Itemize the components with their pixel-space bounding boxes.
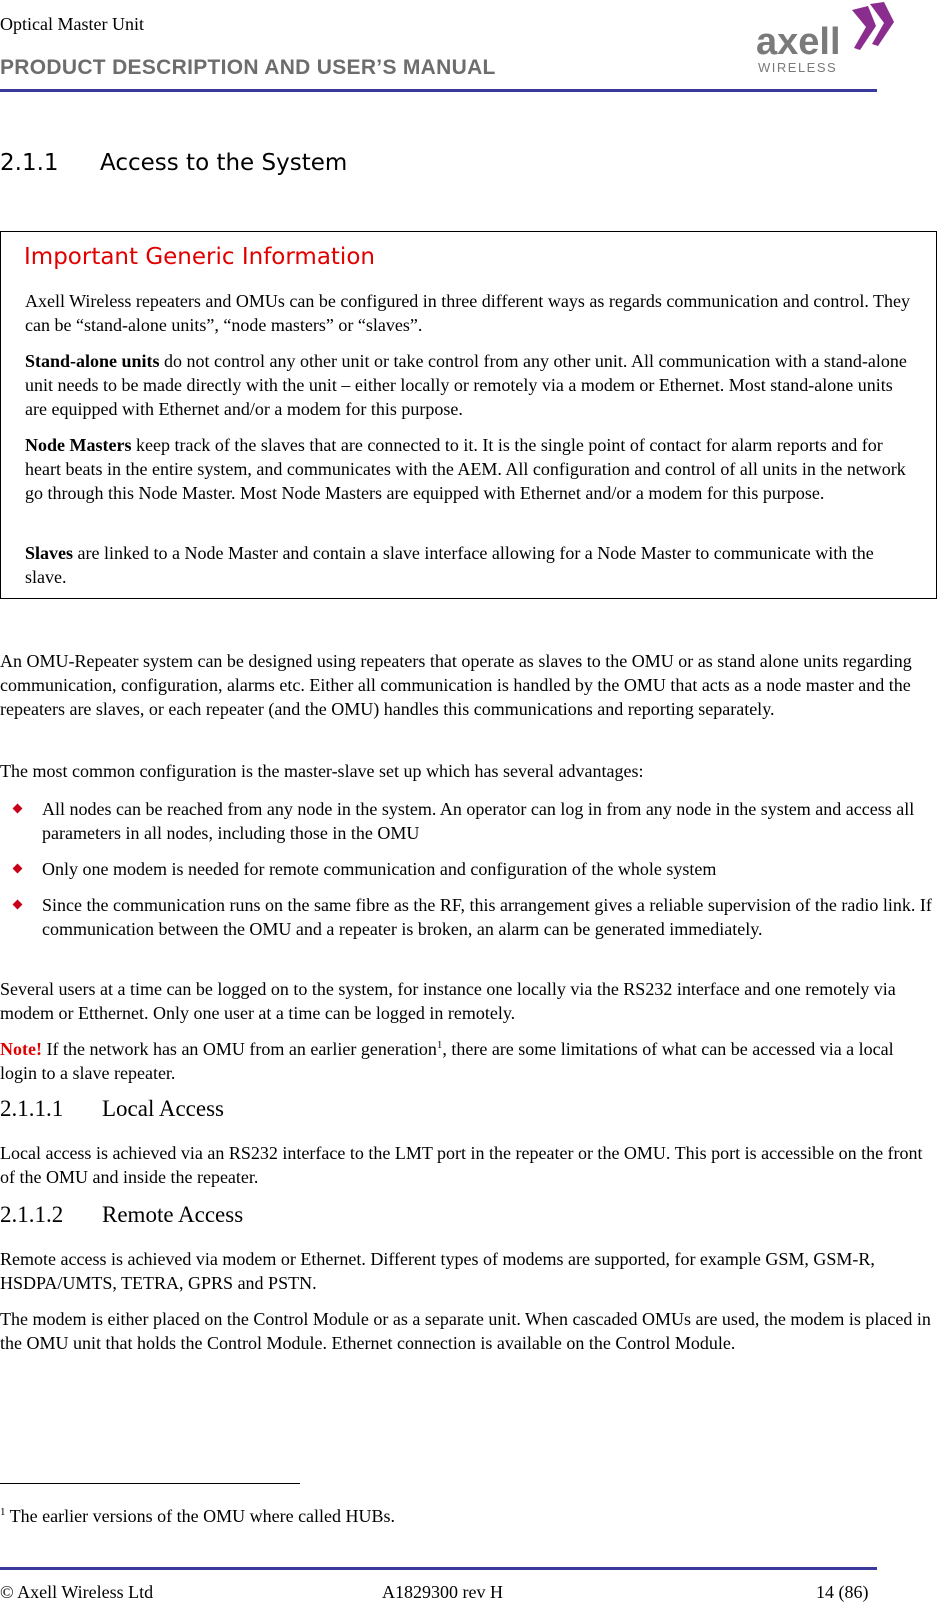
info-paragraph-slaves [25, 541, 915, 589]
slaves-term: Slaves [25, 543, 74, 563]
bullet-text-2: Only one modem is needed for remote communication and configuration of the whole system [42, 859, 717, 879]
footer-rule [0, 1567, 877, 1570]
local-access-paragraph: Local access is achieved via an RS232 interface to the LMT port in the repeater or the OMU. This port is accessible on the front of the OMU and inside the repeater. [0, 1143, 923, 1187]
body-paragraph-3: Several users at a time can be logged on to the system, for instance one locally via the RS232 interface and one remotely via modem or Etthernet. Only one user at a time can be logged in remotely. [0, 979, 896, 1023]
bullet-item-2 [14, 857, 936, 881]
slaves-text: are linked to a Node Master and contain a slave interface allowing for a Node Master to communicate with the slave. [25, 543, 874, 587]
note-label: Note! [0, 1039, 42, 1059]
info-box-title: Important Generic Information [24, 244, 375, 270]
bullet-text-3: Since the communication runs on the same fibre as the RF, this arrangement gives a reliable supervision of the radio link. If communication between the OMU and a repeater is broken, an alarm can be generated immediately. [42, 895, 932, 939]
note-paragraph [0, 1037, 935, 1085]
footer-document-id: A1829300 rev H [382, 1582, 503, 1602]
remote-access-number: 2.1.1.2 [0, 1202, 64, 1227]
axell-logo [756, 0, 906, 80]
logo-wordmark: axell [756, 21, 841, 63]
local-access-heading [0, 1096, 224, 1122]
footer-copyright: © Axell Wireless Ltd [0, 1582, 154, 1602]
node-masters-text: keep track of the slaves that are connected to it. It is the single point of contact for alarm reports and for heart beats in the entire system, and communicates with the AEM. All configuration and control of all units in the network go through this Node Master. Most Node Masters are equipped with Ethernet and/or a modem for this purpose. [25, 435, 906, 503]
footnote-text: The earlier versions of the OMU where called HUBs. [5, 1506, 396, 1526]
section-heading [0, 150, 347, 176]
footnote-reference[interactable]: 1 [436, 1039, 443, 1051]
logo-subtext: WIRELESS [758, 60, 838, 75]
footnote-mark: 1 [0, 1506, 6, 1518]
local-access-title: Local Access [102, 1096, 224, 1121]
bullet-diamond-icon [13, 804, 23, 814]
note-text-b: , there are some limitations of what can be accessed via a local login to a slave repeater. [0, 1039, 894, 1083]
footnote-separator [0, 1483, 300, 1484]
info-paragraph-standalone [25, 349, 915, 421]
node-masters-term: Node Masters [25, 435, 132, 455]
remote-access-paragraph-2: The modem is either placed on the Control Module or as a separate unit. When cascaded OMUs are used, the modem is placed in the OMU unit that holds the Control Module. Ethernet connection is available on the Control Module. [0, 1309, 931, 1353]
remote-access-title: Remote Access [102, 1202, 244, 1227]
bullet-diamond-icon [13, 900, 23, 910]
standalone-term: Stand-alone units [25, 351, 160, 371]
footnote [0, 1506, 395, 1527]
section-title: Access to the System [100, 150, 348, 176]
note-text-a: If the network has an OMU from an earlier generation [41, 1039, 437, 1059]
bullet-diamond-icon [13, 864, 23, 874]
remote-access-paragraph-1: Remote access is achieved via modem or Ethernet. Different types of modems are supported, for example GSM, GSM-R, HSDPA/UMTS, TETRA, GPRS and PSTN. [0, 1249, 875, 1293]
body-paragraph-1: An OMU-Repeater system can be designed using repeaters that operate as slaves to the OMU or as stand alone units regarding communication, configuration, alarms etc. Either all communication is handled by the OMU that acts as a node master and the repeaters are slaves, or each repeater (and the OMU) handles this communications and reporting separately. [0, 651, 912, 719]
section-number: 2.1.1 [0, 150, 59, 176]
info-paragraph-node-masters [25, 433, 915, 505]
header-rule [0, 89, 877, 92]
body-paragraph-2: The most common configuration is the master-slave set up which has several advantages: [0, 761, 644, 781]
footer-page-number: 14 (86) [816, 1582, 869, 1602]
local-access-number: 2.1.1.1 [0, 1096, 64, 1121]
info-paragraph-1: Axell Wireless repeaters and OMUs can be configured in three different ways as regards communication and control. They can be “stand-alone units”, “node masters” or “slaves”. [25, 291, 910, 335]
document-subtitle: PRODUCT DESCRIPTION AND USER’S MANUAL [0, 56, 496, 79]
bullet-item-1 [14, 797, 936, 845]
remote-access-heading [0, 1202, 243, 1228]
bullet-item-3 [14, 893, 936, 941]
standalone-text: do not control any other unit or take control from any other unit. All communication with a stand-alone unit needs to be made directly with the unit – either locally or remotely via a modem or Ethernet. Most stand-alone units are equipped with Ethernet and/or a modem for this purpose. [25, 351, 907, 419]
document-title: Optical Master Unit [0, 14, 144, 34]
bullet-text-1: All nodes can be reached from any node in the system. An operator can log in from any node in the system and access all parameters in all nodes, including those in the OMU [42, 799, 915, 843]
